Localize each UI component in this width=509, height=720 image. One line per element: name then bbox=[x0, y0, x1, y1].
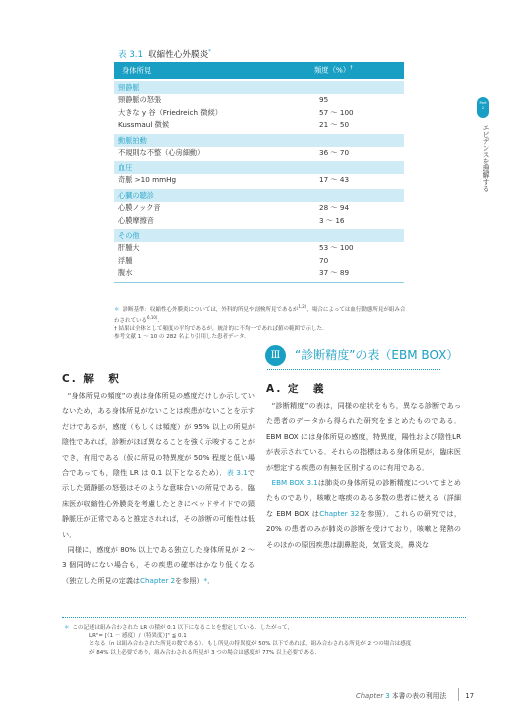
text: 同様に，感度が 80% 以上である独立した身体所見が 2 ～ 3 個同時にない場合も，その疾患の確率はかなり低くなる（独立した所見の定義は bbox=[62, 545, 255, 585]
frequency-cell: 17 ～ 43 bbox=[319, 175, 350, 185]
footer-chapter-title: 本書の表の利用法 bbox=[391, 692, 447, 700]
frequency-cell: 21 ～ 50 bbox=[319, 120, 350, 130]
table-ref-link[interactable]: 表 3.1 bbox=[226, 468, 248, 478]
finding-cell: 奇脈 >10 mmHg bbox=[118, 175, 177, 185]
text: “身体所見の頻度”の表は身体所見の感度だけしか示していないため，ある身体所見がないことは疾患がないことを示すだけであるが，感度（もしくは頻度）が 95% 以上の所見が陰性であれば，診断がほぼ異なることを強く示唆することができ，有用である（仮に所見の特異度が 50% 程度と低い場合であっても，陰性 LR は 0.1 以下となるため）． bbox=[62, 391, 255, 478]
finding-cell: 頸静脈の怒張 bbox=[118, 95, 162, 104]
section-auscultation: 心臓の聴診 bbox=[114, 189, 404, 202]
right-column-body bbox=[266, 398, 461, 552]
note-mark: ＊ bbox=[114, 306, 120, 313]
findings-table bbox=[114, 62, 404, 283]
text: で示した頸静脈の怒張はそのような意味合いの所見である．臨床医が収縮性心外膜炎を考慮したときにベッドサイドでの頸静脈圧が正常であると推定されれば，その診断の可能性は低い． bbox=[62, 468, 256, 539]
table-note-results: † 結果は全体として頻度の平均であるが，統計的に不均一であれば値の範囲で示した． bbox=[114, 325, 328, 332]
frequency-cell: 95 bbox=[319, 95, 329, 104]
footnote bbox=[64, 624, 466, 657]
section-arterial-pulse: 動脈拍動 bbox=[114, 134, 404, 147]
table-row bbox=[114, 255, 404, 268]
section-heading-interpretation: C. 解 釈 bbox=[62, 373, 121, 385]
table-row bbox=[114, 215, 404, 228]
table-title: 収縮性心外膜炎 bbox=[148, 50, 209, 60]
section-jugular: 頸静脈 bbox=[114, 81, 404, 94]
paragraph bbox=[266, 475, 461, 552]
finding-cell: 大きな y 谷（Friedreich 徴候） bbox=[118, 107, 222, 117]
footnote-formula: LR"= [（1 － 感度）/（特異度）]" ≦ 0.1 bbox=[89, 633, 187, 640]
table-note-criteria bbox=[114, 303, 406, 325]
note-text: ． bbox=[157, 317, 163, 324]
text: は肺炎の身体所見の診断精度についてまとめたものであり，咳嗽と喀痰のある多数の患者に使える（詳細な EBM BOX は bbox=[266, 478, 461, 518]
table-header-row bbox=[114, 62, 404, 79]
footer-chapter-number: 3 bbox=[385, 692, 390, 700]
finding-cell: 心膜摩擦音 bbox=[118, 215, 154, 225]
footnote-mark: ＊ bbox=[64, 625, 70, 631]
table-row bbox=[114, 242, 404, 255]
frequency-cell: 57 ～ 100 bbox=[319, 107, 354, 117]
table-row bbox=[114, 174, 404, 187]
finding-cell: 心膜ノック音 bbox=[118, 202, 161, 212]
chapter-ref-link[interactable]: Chapter 32 bbox=[319, 508, 360, 518]
part-title: エビデンスを理解する bbox=[481, 124, 489, 192]
footnote-line bbox=[64, 624, 466, 632]
frequency-cell: 28 ～ 94 bbox=[319, 202, 350, 212]
table-divider bbox=[114, 282, 404, 283]
table-caption bbox=[118, 48, 211, 60]
footnote-line: となる（n は組み合わされた所見の数である）．もし所見の特異度が 50% 以下であれば，組み合わされる所見が 2 つの場合は感度 bbox=[89, 641, 412, 648]
section-heading-definition: A. 定 義 bbox=[266, 383, 326, 395]
section-other: その他 bbox=[114, 229, 404, 242]
ref-superscript: 6,10) bbox=[147, 314, 158, 320]
paragraph: “診断精度”の表は，同様の症状をもち，異なる診断であった患者のデータから得られた研究をまとめたものである．EBM BOX には身体所見の感度，特異度，陽性および陰性LRが表示されている．それらの指標はある身体所見が，臨床医が想定する疾患の有無を区別するのに有用である． bbox=[266, 401, 461, 472]
frequency-cell: 37 ～ 89 bbox=[319, 268, 350, 278]
footnote-line: が 84% 以上必要であり，組み合わされる所見が 3 つの場合は感度が 77% 以上必要である． bbox=[89, 649, 320, 656]
footer-chapter-word: Chapter bbox=[356, 692, 384, 700]
frequency-cell: 53 ～ 100 bbox=[319, 243, 354, 253]
table-row bbox=[114, 107, 404, 120]
header-frequency bbox=[314, 65, 404, 75]
section-underline bbox=[267, 369, 440, 370]
text: を参照） bbox=[175, 575, 204, 585]
part-tab bbox=[477, 97, 489, 118]
part-number: 2 bbox=[481, 106, 485, 110]
finding-cell: 不規則な不整（心房細動） bbox=[118, 147, 205, 157]
text: この記述は組み合わされた LR の積が 0.1 以下になることを想定している．したがって， bbox=[72, 625, 294, 631]
frequency-cell: 3 ～ 16 bbox=[319, 215, 345, 225]
header-frequency-mark: † bbox=[350, 65, 353, 72]
table-caption-mark: * bbox=[208, 49, 211, 56]
table-row bbox=[114, 267, 404, 280]
frequency-cell: 70 bbox=[319, 255, 329, 265]
section-number-badge: Ⅲ bbox=[265, 345, 286, 366]
table-row bbox=[114, 147, 404, 160]
header-frequency-label: 頻度（%） bbox=[314, 65, 351, 75]
chapter-ref-link[interactable]: Chapter 2 bbox=[140, 575, 176, 585]
table-notes bbox=[114, 303, 406, 341]
paragraph bbox=[62, 388, 255, 542]
text: ． bbox=[207, 575, 215, 585]
finding-cell: Kussmaul 徴候 bbox=[118, 120, 170, 130]
part-word: Part bbox=[479, 101, 487, 105]
table-note-source: 参考文献 1 ～ 10 の 282 名より引用した患者データ． bbox=[114, 333, 250, 340]
finding-cell: 腹水 bbox=[118, 268, 133, 278]
ebm-box-ref-link[interactable]: EBM BOX 3.1 bbox=[271, 478, 318, 488]
section-title: “診断精度”の表（EBM BOX） bbox=[295, 348, 459, 362]
table-row bbox=[114, 94, 404, 107]
ref-superscript: 1,2) bbox=[298, 304, 307, 309]
left-column-body bbox=[62, 388, 255, 588]
page-footer bbox=[356, 690, 474, 700]
footnote-divider bbox=[62, 617, 466, 618]
section-blood-pressure: 血圧 bbox=[114, 161, 404, 174]
finding-cell: 浮腫 bbox=[118, 255, 133, 265]
note-text: 診断基準：収縮性心外膜炎については，外科的所見や剖検所見であるが bbox=[122, 306, 299, 313]
footer-separator bbox=[458, 688, 459, 701]
table-row bbox=[114, 202, 404, 215]
table-number: 表 3.1 bbox=[118, 50, 143, 60]
note-text: ，場合によっては血行動態所見が組み合わされている bbox=[114, 306, 406, 324]
text: を参照）．これらの研究では，20% の患者のみが肺炎の診断を受けており，咳嗽と発熱のそのほかの原因疾患は副鼻腔炎，気管支炎，鼻炎な bbox=[266, 508, 462, 549]
header-finding: 身体所見 bbox=[122, 65, 152, 75]
footnote-mark: * bbox=[203, 575, 208, 585]
paragraph bbox=[62, 542, 255, 588]
page-number: 17 bbox=[465, 692, 475, 700]
frequency-cell: 36 ～ 70 bbox=[319, 147, 350, 157]
table-row bbox=[114, 119, 404, 132]
finding-cell: 肝腫大 bbox=[118, 243, 140, 253]
